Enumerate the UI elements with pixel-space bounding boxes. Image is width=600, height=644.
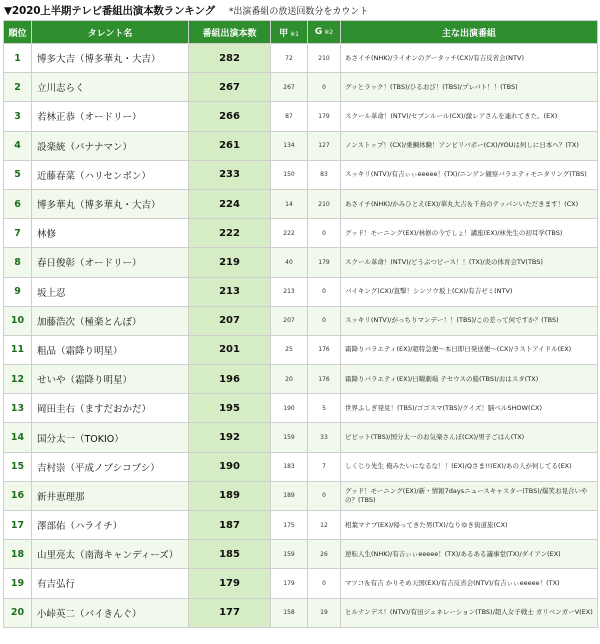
appearance-count-cell: 190	[189, 452, 271, 481]
main-shows-cell: ノンストップ！(CX)/乗鯛体験！アンビリバボー(CX)/YOUは何しに日本へ？(TX)	[341, 131, 598, 160]
counting-note: *出演番組の放送回数分をカウント	[228, 6, 369, 17]
rank-cell: 18	[4, 540, 32, 569]
table-row	[4, 335, 598, 364]
appearance-count-cell: 187	[189, 511, 271, 540]
table-row	[4, 248, 598, 277]
g-count-cell: 0	[308, 219, 341, 248]
appearance-count-cell: 179	[189, 569, 271, 598]
talent-name-cell: 博多大吉（博多華丸・大吉）	[32, 44, 189, 73]
rank-cell: 20	[4, 598, 32, 627]
g-count-cell: 0	[308, 306, 341, 335]
table-row	[4, 44, 598, 73]
talent-name-cell: 新井恵理那	[32, 481, 189, 510]
kou-count-cell: 14	[271, 189, 308, 218]
g-count-cell: 0	[308, 481, 341, 510]
talent-name-cell: 岡田圭右（ますだおかだ）	[32, 394, 189, 423]
appearance-count-cell: 195	[189, 394, 271, 423]
table-row	[4, 481, 598, 510]
g-label: G	[314, 27, 323, 37]
kou-count-cell: 87	[271, 102, 308, 131]
table-row	[4, 511, 598, 540]
rank-cell: 12	[4, 365, 32, 394]
g-count-cell: 5	[308, 394, 341, 423]
kou-count-cell: 190	[271, 394, 308, 423]
appearance-count-cell: 261	[189, 131, 271, 160]
table-row	[4, 102, 598, 131]
g-count-cell: 19	[308, 598, 341, 627]
talent-name-cell: 博多華丸（博多華丸・大吉）	[32, 189, 189, 218]
main-shows-cell: スクール革命！(NTV)/セブンルール(CX)/激レアさんを連れてきた。(EX)	[341, 102, 598, 131]
rank-cell: 13	[4, 394, 32, 423]
kou-count-cell: 20	[271, 365, 308, 394]
rank-cell: 10	[4, 306, 32, 335]
appearance-count-cell: 177	[189, 598, 271, 627]
page-title: ▼2020上半期テレビ番組出演本数ランキング	[4, 4, 215, 17]
kou-count-cell: 150	[271, 160, 308, 189]
kou-count-cell: 213	[271, 277, 308, 306]
kou-count-cell: 175	[271, 511, 308, 540]
talent-name-cell: 国分太一（TOKIO）	[32, 423, 189, 452]
kou-count-cell: 159	[271, 423, 308, 452]
main-shows-cell: 世界ふしぎ発見！(TBS)/ゴゴスマ(TBS)/クイズ！脳ベルSHOW(CX)	[341, 394, 598, 423]
main-shows-cell: 霜降りバラエティ(EX)/超特急便～本日即日発送便～(CX)/ラストアイドル(EX)	[341, 335, 598, 364]
appearance-count-cell: 213	[189, 277, 271, 306]
rank-cell: 1	[4, 44, 32, 73]
g-count-cell: 0	[308, 73, 341, 102]
main-shows-cell: バイキング(CX)/直撃！シンソウ坂上(CX)/有吉ゼミ(NTV)	[341, 277, 598, 306]
col-g-header	[308, 21, 341, 44]
kou-count-cell: 159	[271, 540, 308, 569]
talent-name-cell: 有吉弘行	[32, 569, 189, 598]
table-row	[4, 540, 598, 569]
kou-count-cell: 179	[271, 569, 308, 598]
talent-name-cell: 小峠英二（バイきんぐ）	[32, 598, 189, 627]
g-count-cell: 0	[308, 569, 341, 598]
col-talent-header: タレント名	[32, 21, 189, 44]
main-shows-cell: ビビット(TBS)/国分太一のお気楽さんぽ(CX)/男子ごはん(TX)	[341, 423, 598, 452]
appearance-count-cell: 189	[189, 481, 271, 510]
main-shows-cell: 相葉マナブ(EX)/帰ってきた男(TX)/なりゆき街道旅(CX)	[341, 511, 598, 540]
table-row	[4, 131, 598, 160]
talent-name-cell: 立川志らく	[32, 73, 189, 102]
appearance-count-cell: 185	[189, 540, 271, 569]
main-shows-cell: マツコ＆有吉 かりそめ天国(EX)/有吉反省会(NTV)/有吉ぃぃeeeee！(TX)	[341, 569, 598, 598]
table-row	[4, 452, 598, 481]
g-count-cell: 127	[308, 131, 341, 160]
appearance-count-cell: 282	[189, 44, 271, 73]
g-count-cell: 176	[308, 335, 341, 364]
table-row	[4, 423, 598, 452]
talent-name-cell: 近藤春菜（ハリセンボン）	[32, 160, 189, 189]
table-row	[4, 73, 598, 102]
rank-cell: 5	[4, 160, 32, 189]
ranking-table	[3, 20, 598, 628]
talent-name-cell: せいや（霜降り明星）	[32, 365, 189, 394]
rank-cell: 9	[4, 277, 32, 306]
main-shows-cell: グッとラック！(TBS)/ひるおび！(TBS)/プレバト！！(TBS)	[341, 73, 598, 102]
g-count-cell: 0	[308, 277, 341, 306]
main-shows-cell: スッキリ(NTV)/がっちりマンデー！！(TBS)/この差って何ですか？(TBS)	[341, 306, 598, 335]
talent-name-cell: 設楽統（バナナマン）	[32, 131, 189, 160]
g-footnote: ※2	[324, 29, 334, 36]
kou-count-cell: 158	[271, 598, 308, 627]
main-shows-cell: あさイチ(NHK)/ライオンのグータッチ(CX)/有吉反省会(NTV)	[341, 44, 598, 73]
table-header-row	[4, 21, 598, 44]
table-row	[4, 598, 598, 627]
g-count-cell: 12	[308, 511, 341, 540]
col-total-header: 番組出演本数	[189, 21, 271, 44]
talent-name-cell: 加藤浩次（極楽とんぼ）	[32, 306, 189, 335]
rank-cell: 11	[4, 335, 32, 364]
talent-name-cell: 林修	[32, 219, 189, 248]
kou-count-cell: 134	[271, 131, 308, 160]
g-count-cell: 26	[308, 540, 341, 569]
kou-count-cell: 222	[271, 219, 308, 248]
rank-cell: 6	[4, 189, 32, 218]
main-shows-cell: スクール革命！(NTV)/どうぶつピース！！(TX)/炎の体育会TV(TBS)	[341, 248, 598, 277]
talent-name-cell: 澤部佑（ハライチ）	[32, 511, 189, 540]
rank-cell: 15	[4, 452, 32, 481]
rank-cell: 14	[4, 423, 32, 452]
main-shows-cell: あさイチ(NHK)/かみひとえ(EX)/華丸大吉＆千鳥のテッパンいただきます！(CX)	[341, 189, 598, 218]
talent-name-cell: 坂上忍	[32, 277, 189, 306]
main-shows-cell: 霜降りバラエティ(EX)/日曜劇場 テセウスの船(TBS)/おはスタ(TX)	[341, 365, 598, 394]
talent-name-cell: 若林正恭（オードリー）	[32, 102, 189, 131]
talent-name-cell: 吉村崇（平成ノブシコブシ）	[32, 452, 189, 481]
col-shows-header: 主な出演番組	[341, 21, 598, 44]
main-shows-cell: 逆転人生(NHK)/有吉ぃぃeeeee！(TX)/あるある議事堂(TX)/ダイアン(EX)	[341, 540, 598, 569]
table-row	[4, 365, 598, 394]
appearance-count-cell: 233	[189, 160, 271, 189]
main-shows-cell: しくじり先生 俺みたいになるな！！(EX)/Qさま!!(EX)/あの人が何してる(EX)	[341, 452, 598, 481]
table-body	[4, 44, 598, 628]
appearance-count-cell: 201	[189, 335, 271, 364]
table-row	[4, 569, 598, 598]
rank-cell: 19	[4, 569, 32, 598]
rank-cell: 4	[4, 131, 32, 160]
g-count-cell: 179	[308, 102, 341, 131]
main-shows-cell: グッド！モーニング(EX)/林修の今でしょ！講座(EX)/林先生の初耳学(TBS)	[341, 219, 598, 248]
g-count-cell: 210	[308, 189, 341, 218]
kou-count-cell: 72	[271, 44, 308, 73]
talent-name-cell: 春日俊彰（オードリー）	[32, 248, 189, 277]
kou-label: 甲	[279, 28, 289, 39]
main-shows-cell: スッキリ(NTV)/有吉ぃぃeeeee！(TX)/ニンゲン観察バラエティモニタリング(TBS)	[341, 160, 598, 189]
kou-footnote: ※1	[290, 30, 299, 38]
appearance-count-cell: 224	[189, 189, 271, 218]
main-shows-cell: ヒルナンデス！(NTV)/有田ジェネレーション(TBS)/超人女子戦士 ガリベンガーV(EX)	[341, 598, 598, 627]
rank-cell: 8	[4, 248, 32, 277]
g-count-cell: 179	[308, 248, 341, 277]
table-row	[4, 394, 598, 423]
kou-count-cell: 40	[271, 248, 308, 277]
appearance-count-cell: 196	[189, 365, 271, 394]
talent-name-cell: 山里亮太（南海キャンディーズ）	[32, 540, 189, 569]
title-bar	[0, 0, 600, 20]
g-count-cell: 7	[308, 452, 341, 481]
main-shows-cell: グッド！モーニング(EX)/新・情報7daysニュースキャスター(TBS)/爆笑お見合いやの？(TBS)	[341, 481, 598, 510]
g-count-cell: 83	[308, 160, 341, 189]
kou-count-cell: 189	[271, 481, 308, 510]
col-rank-header: 順位	[4, 21, 32, 44]
appearance-count-cell: 267	[189, 73, 271, 102]
g-count-cell: 176	[308, 365, 341, 394]
rank-cell: 16	[4, 481, 32, 510]
table-row	[4, 160, 598, 189]
g-count-cell: 210	[308, 44, 341, 73]
kou-count-cell: 207	[271, 306, 308, 335]
col-kou-header	[271, 21, 308, 44]
kou-count-cell: 183	[271, 452, 308, 481]
appearance-count-cell: 207	[189, 306, 271, 335]
rank-cell: 17	[4, 511, 32, 540]
rank-cell: 7	[4, 219, 32, 248]
kou-count-cell: 267	[271, 73, 308, 102]
table-row	[4, 277, 598, 306]
rank-cell: 2	[4, 73, 32, 102]
table-row	[4, 219, 598, 248]
kou-count-cell: 25	[271, 335, 308, 364]
table-row	[4, 189, 598, 218]
appearance-count-cell: 219	[189, 248, 271, 277]
appearance-count-cell: 222	[189, 219, 271, 248]
appearance-count-cell: 266	[189, 102, 271, 131]
appearance-count-cell: 192	[189, 423, 271, 452]
g-count-cell: 33	[308, 423, 341, 452]
table-row	[4, 306, 598, 335]
talent-name-cell: 粗品（霜降り明星）	[32, 335, 189, 364]
rank-cell: 3	[4, 102, 32, 131]
